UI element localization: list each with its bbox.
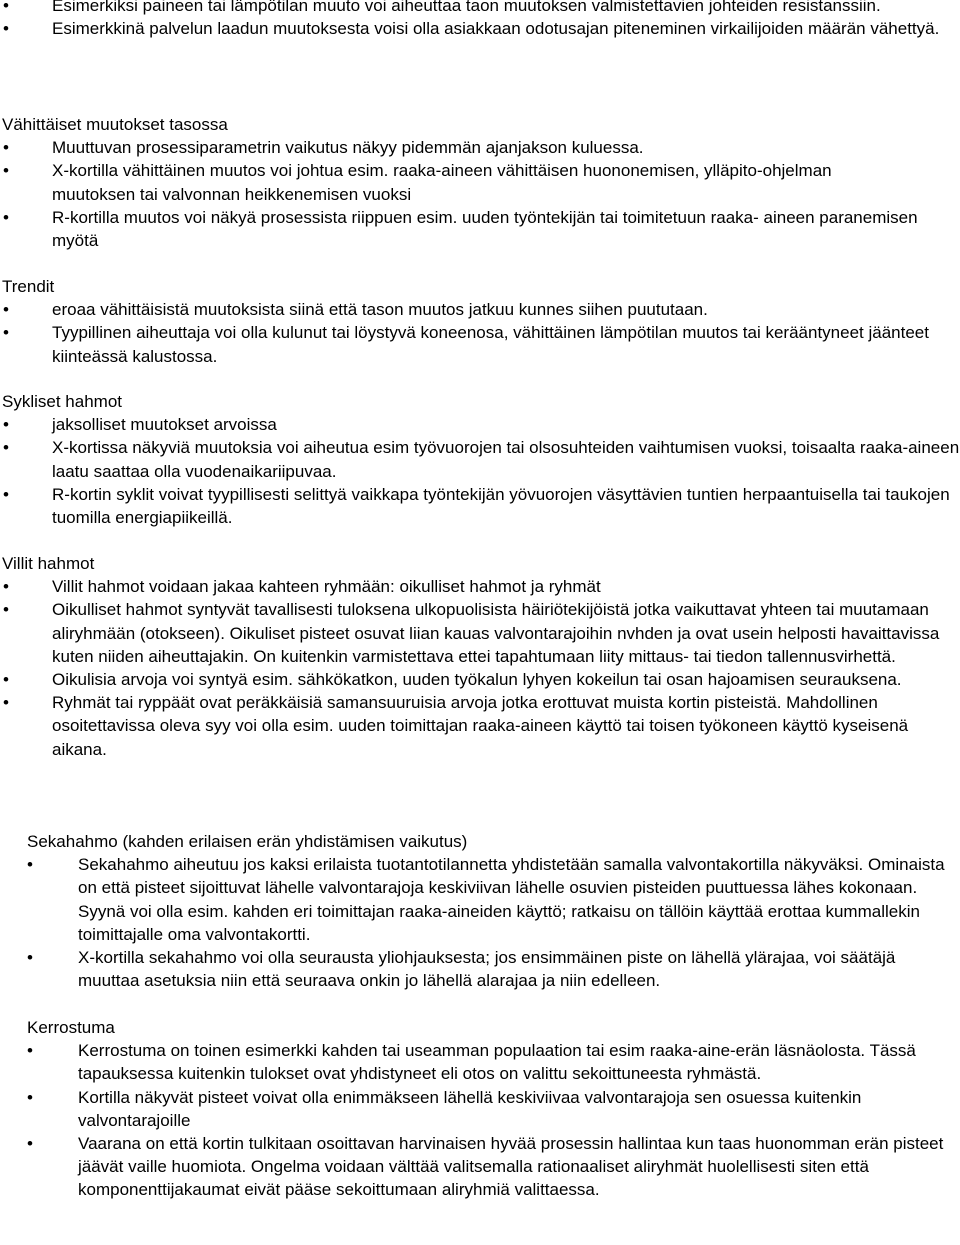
bullet-icon: • [3, 670, 9, 690]
list-item: • Tyypillinen aiheuttaja voi olla kulunut tai löystyvä koneenosa, vähittäinen lämpötilan muutos tai kerääntyneet jäänteet kiinteässä kalustossa. [3, 323, 929, 366]
list-item: • eroaa vähittäisistä muutoksista siinä että tason muutos jatkuu kunnes siihen puututaan. [0, 298, 960, 321]
section-intro [0, 0, 960, 40]
bullet-list [0, 298, 960, 368]
bullet-icon: • [3, 693, 9, 713]
bullet-list [0, 413, 960, 529]
section-heading: Vähittäiset muutokset tasossa [2, 115, 228, 134]
list-item: • R-kortin syklit voivat tyypillisesti selittyä vaikkapa työntekijän yövuorojen väsyttävien tuntien herpaantuisella tai taukojen tuomilla energiapiikeillä. [3, 484, 950, 528]
list-item: • Kortilla näkyvät pisteet voivat olla enimmäkseen lähellä keskiviivaa valvontarajoja sen osuessa kuitenkin valvontarajoille [27, 1087, 862, 1130]
list-item: • jaksolliset muutokset arvoissa [0, 413, 960, 436]
section-heading: Trendit [2, 277, 55, 296]
bullet-icon: • [27, 1134, 33, 1154]
section-mixture-pattern [27, 830, 960, 992]
bullet-list [27, 853, 960, 992]
section-heading: Kerrostuma [27, 1018, 115, 1037]
bullet-list [0, 136, 960, 252]
section-heading: Sekahahmo (kahden erilaisen erän yhdistämisen vaikutus) [27, 832, 468, 851]
bullet-icon: • [27, 855, 33, 875]
list-item: • Sekahahmo aiheutuu jos kaksi erilaista tuotantotilannetta yhdistetään samalla valvontakortilla näkyväksi. Ominaista on että pisteet sijoittuvat lähelle valvontarajoja keskiviivan lähelle osuvien pisteiden puuttuessa lähes kokonaan. Syynä voi olla esim. kahden eri toimittajan raaka-aineiden käyttö; ratkaisu on tällöin käyttää erottaa kummallekin toimittajalle oma valvontakortti. [27, 855, 945, 944]
bullet-list [0, 575, 960, 761]
list-item: • Esimerkkinä palvelun laadun muutoksesta voisi olla asiakkaan odotusajan piteneminen virkailijoiden määrän vähettyä. [0, 17, 960, 40]
bullet-icon: • [27, 1087, 33, 1107]
bullet-icon: • [3, 484, 9, 504]
section-stratification [27, 1016, 960, 1202]
list-item: • Kerrostuma on toinen esimerkki kahden tai useamman populaation tai esim raaka-aine-erän läsnäolosta. Tässä tapauksessa kuitenkin tulokset ovat yhdistyneet eli otos on valittu sekoittuneesta ryhmästä. [27, 1041, 916, 1084]
bullet-icon: • [3, 600, 9, 620]
list-item: • Muuttuvan prosessiparametrin vaikutus näkyy pidemmän ajanjakson kuluessa. [0, 136, 960, 159]
list-item: • X-kortissa näkyviä muutoksia voi aiheutua esim työvuorojen tai olsosuhteiden vaihtumisen vuoksi, toisaalta raaka-aineen laatu saattaa olla vuodenaikariipuvaa. [3, 438, 960, 481]
list-item: • Oikulisia arvoja voi syntyä esim. sähkökatkon, uuden työkalun lyhyen kokeilun tai osan hajoamisen seurauksena. [0, 668, 960, 691]
bullet-icon: • [27, 948, 33, 968]
bullet-icon: • [3, 207, 9, 227]
bullet-icon: • [3, 577, 9, 597]
section-gradual-level-changes [0, 113, 960, 252]
bullet-icon: • [3, 138, 9, 158]
bullet-icon: • [3, 415, 9, 435]
list-item: • X-kortilla sekahahmo voi olla seurausta yliohjauksesta; jos ensimmäinen piste on lähellä ylärajaa, voi säätäjä muuttaa asetuksia niin että seuraava onkin jo lähellä alarajaa ja niin edelleen. [27, 948, 896, 991]
section-wild-patterns [0, 552, 960, 761]
list-item: • X-kortilla vähittäinen muutos voi johtua esim. raaka-aineen vähittäisen huononemisen, ylläpito-ohjelman muutoksen tai valvonnan heikkenemisen vuoksi [3, 161, 832, 204]
list-item: • Esimerkiksi paineen tai lämpötilan muuto voi aiheuttaa taon muutoksen valmistettavien johteiden resistanssiin. [0, 0, 960, 17]
bullet-icon: • [3, 19, 9, 39]
bullet-icon: • [3, 0, 9, 15]
bullet-icon: • [27, 1041, 33, 1061]
section-trends [0, 275, 960, 368]
bullet-icon: • [3, 161, 9, 181]
section-heading: Sykliset hahmot [2, 392, 122, 411]
section-heading: Villit hahmot [2, 554, 95, 573]
bullet-icon: • [3, 323, 9, 343]
bullet-icon: • [3, 438, 9, 458]
list-item: • Vaarana on että kortin tulkitaan osoittavan harvinaisen hyvää prosessin hallintaa kun taas huonomman erän pisteet jäävät vaille huomiota. Ongelma voidaan välttää valitsemalla rationaaliset aliryhmät huolellisesti siten että komponenttijakaumat eivät pääse sekoittumaan aliryhmiä valittaessa. [27, 1134, 944, 1200]
list-item: • Ryhmät tai ryppäät ovat peräkkäisiä samansuuruisia arvoja jotka erottuvat muista kortin pisteistä. Mahdollinen osoitettavissa oleva syy voi olla esim. uuden toimittajan raaka-aineen käyttö tai toisen työkoneen käyttö kyseisenä aikana. [3, 693, 909, 759]
list-item: • R-kortilla muutos voi näkyä prosessista riippuen esim. uuden työntekijän tai toimitetuun raaka- aineen paranemisen myötä [3, 207, 918, 251]
list-item: • Oikulliset hahmot syntyvät tavallisesti tuloksena ulkopuolisista häiriötekijöistä jotka vaikuttavat yhteen tai muutamaan aliryhmään (otokseen). Oikuliset pisteet osuvat liian kauas valvontarajoihin nvhden ja ovat usein helposti havaittavissa kuten niiden aiheuttajakin. On kuitenkin varmistettava ettei tapahtumaan liity mittaus- tai tiedon tallennusvirhettä. [3, 600, 940, 666]
bullet-icon: • [3, 300, 9, 320]
bullet-list [27, 1039, 960, 1201]
list-item: • Villit hahmot voidaan jakaa kahteen ryhmään: oikulliset hahmot ja ryhmät [0, 575, 960, 598]
bullet-list [0, 0, 960, 40]
section-cyclic-patterns [0, 390, 960, 529]
